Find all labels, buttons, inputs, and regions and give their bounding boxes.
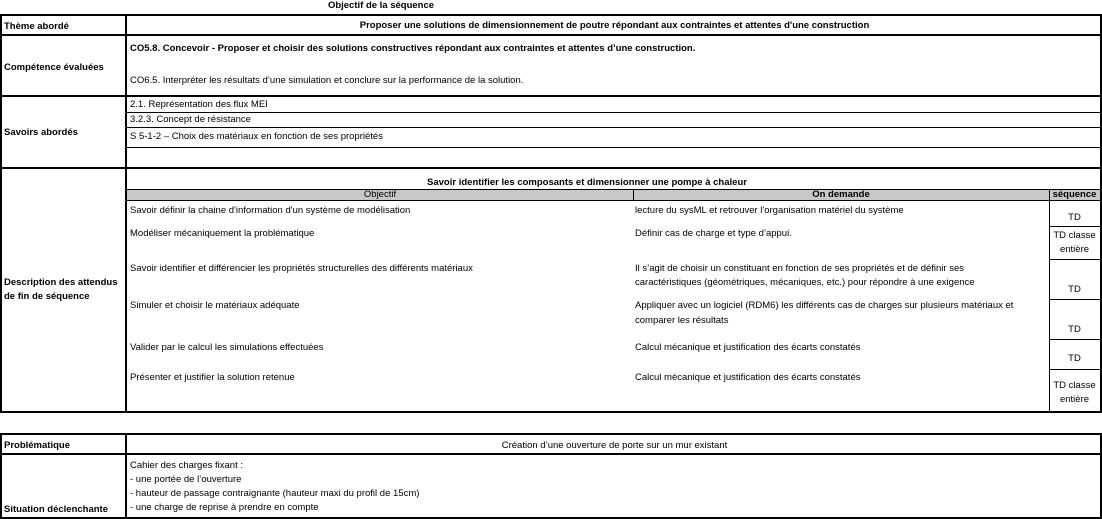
situation-line: Cahier des charges fixant :: [130, 460, 244, 471]
problematique-value-cell: [127, 433, 1102, 455]
sequence-cell-box: [1049, 227, 1100, 260]
savoir-line: [127, 113, 1100, 128]
situation-label: Situation déclenchante: [4, 504, 108, 515]
theme-value: Proposer une solutions de dimensionnement de poutre répondant aux contraintes et attentes d'une construction: [359, 20, 870, 31]
competence-label: Compétence évaluées: [4, 62, 104, 73]
description-label-line: Description des attendus: [4, 277, 118, 288]
savoir-line: [127, 128, 1100, 148]
savoirs-label-cell: [0, 97, 127, 169]
problematique-label: Problématique: [4, 440, 70, 451]
sequence-cell: TD: [1068, 353, 1081, 364]
sequence-cell-box: [1049, 201, 1100, 227]
sequence-cell-box: [1049, 340, 1100, 370]
savoirs-label: Savoirs abordés: [4, 127, 78, 138]
sequence-cell: entière: [1059, 394, 1090, 405]
sequence-cell: TD: [1068, 324, 1081, 335]
sequence-cell-box: [1049, 260, 1100, 300]
savoir-item: S 5-1-2 – Choix des matériaux en fonction de ses propriétés: [130, 131, 383, 142]
sequence-cell-box: [1049, 300, 1100, 340]
savoir-item: 3.2.3. Concept de résistance: [130, 114, 251, 125]
situation-line: - hauteur de passage contraignante (hauteur maxi du profil de 15cm): [130, 488, 420, 499]
situation-line: - une charge de reprise à prendre en compte: [130, 502, 319, 513]
objectif-cell: Valider par le calcul les simulations effectuées: [130, 342, 324, 353]
objectif-cell: Modéliser mécaniquement la problématique: [130, 228, 315, 239]
problematique-label-cell: [0, 433, 127, 455]
situation-line: - une portée de l’ouverture: [130, 474, 242, 485]
sequence-cell-box: [1049, 370, 1100, 412]
competence-value-cell: [127, 36, 1102, 97]
objectif-cell: Savoir définir la chaine d'information d'un système de modélisation: [130, 205, 411, 216]
sequence-cell: TD: [1068, 284, 1081, 295]
sheet-title: Objectif de la séquence: [327, 0, 435, 11]
sequence-cell: TD classe: [1053, 380, 1096, 391]
col-header-sequence: séquence: [1052, 189, 1097, 200]
demande-cell: Définir cas de charge et type d’appui.: [635, 228, 792, 239]
objectif-cell: Présenter et justifier la solution retenue: [130, 372, 295, 383]
savoirs-value-cell: [127, 97, 1102, 169]
objectif-cell: Savoir identifier et différencier les propriétés structurelles des différents matériaux: [130, 263, 473, 274]
description-value-cell: [127, 169, 1102, 413]
demande-cell: caractéristiques (géométriques, mécaniques, etc.) pour répondre à une exigence: [635, 277, 975, 288]
sequence-cell: TD classe: [1053, 230, 1096, 241]
column-divider: [633, 189, 634, 201]
theme-label-cell: [0, 14, 127, 36]
demande-cell: Il s’agit de choisir un constituant en fonction de ses propriétés et de définir ses: [635, 263, 964, 274]
situation-value-cell: [127, 455, 1102, 519]
description-label-line: de fin de séquence: [4, 291, 90, 302]
theme-value-cell: [127, 14, 1102, 36]
demande-cell: Calcul mécanique et justification des écarts constatés: [635, 372, 861, 383]
col-header-demande: On demande: [812, 189, 870, 200]
theme-label: Thème abordé: [4, 21, 69, 32]
problematique-value: Création d’une ouverture de porte sur un mur existant: [501, 440, 728, 451]
demande-cell: Calcul mécanique et justification des écarts constatés: [635, 342, 861, 353]
demande-cell: Appliquer avec un logiciel (RDM6) les différents cas de charges sur plusieurs matériaux et: [635, 300, 1014, 311]
sequence-cell: entière: [1059, 244, 1090, 255]
demande-cell: comparer les résultats: [635, 315, 729, 326]
savoir-line: [127, 97, 1100, 113]
competence-item: CO6.5. Interpréter les résultats d’une simulation et conclure sur la performance de la solution.: [130, 75, 524, 86]
description-heading: Savoir identifier les composants et dimensionner une pompe à chaleur: [427, 177, 747, 188]
objectif-cell: Simuler et choisir le matériaux adéquate: [130, 300, 300, 311]
col-header-objectif: Objectif: [363, 189, 397, 200]
sequence-cell: TD: [1068, 212, 1081, 223]
competence-label-cell: [0, 36, 127, 97]
demande-cell: lecture du sysML et retrouver l'organisation matériel du système: [635, 205, 904, 216]
competence-item: CO5.8. Concevoir - Proposer et choisir des solutions constructives répondant aux contraintes et attentes d’une construction.: [130, 43, 696, 54]
savoir-item: 2.1. Représentation des flux MEI: [130, 99, 268, 110]
description-label-cell: [0, 169, 127, 413]
situation-label-cell: [0, 455, 127, 519]
